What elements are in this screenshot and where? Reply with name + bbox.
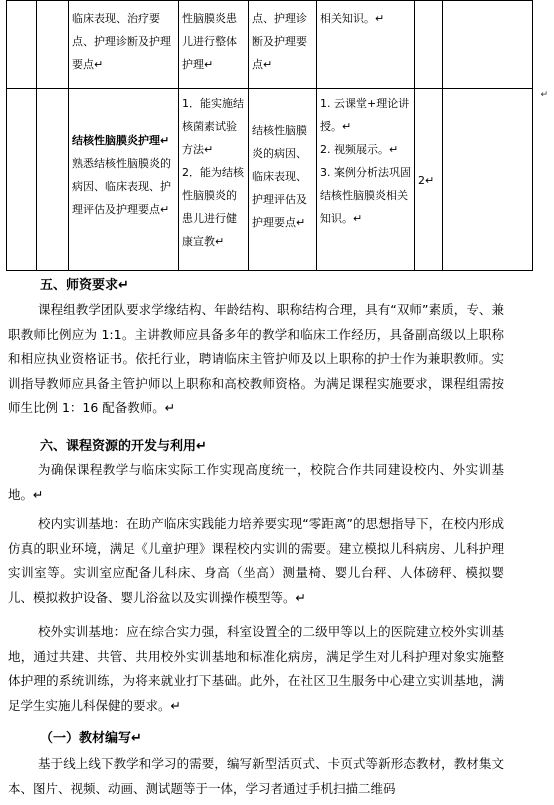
section-5-heading: 五、师资要求↵	[40, 278, 129, 293]
subsection-1-heading: （一）教材编写↵	[40, 731, 142, 746]
table-cell	[249, 1, 317, 89]
table-cell	[7, 1, 37, 89]
table-row	[7, 89, 533, 271]
cell-text: 相关知识。↵	[320, 12, 385, 25]
section-6-paragraph-2: 校内实训基地：在助产临床实践能力培养要实现“零距离”的思想指导下，在校内形成仿真的职业环境，满足《儿童护理》课程校内实训的需要。建立模拟儿科病房、儿科护理实训室等。实训室应配备儿科床、身高（坐高）测量椅、婴儿台秤、人体磅秤、模拟婴儿、模拟救护设备、婴儿浴盆以及实训操作模型等。↵	[8, 516, 504, 605]
cell-text: 熟悉结核性脑膜炎的病因、临床表现、护理评估及护理要点↵	[72, 157, 171, 216]
section-5-paragraph: 课程组教学团队要求学缘结构、年龄结构、职称结构合理，具有“双师”素质，专、兼职教师比例应为 1:1。主讲教师应具备多年的教学和临床工作经历，具备副高级以上职称和相应执业资格证书。依托行业，聘请临床主管护师及以上职称的护士作为兼职教师。实训指导教师应具备主管护师以上职称和高校教师资格。为满足课程实施要求，课程组需按师生比例 1：16 配备教师。↵	[8, 302, 504, 415]
cell-text: 点、护理诊断及护理要点↵	[252, 12, 307, 71]
section-6-heading: 六、课程资源的开发与利用↵	[40, 439, 207, 454]
cell-text: 结核性脑膜炎的病因、临床表现、护理评估及护理要点↵	[252, 124, 307, 229]
table-row	[7, 1, 533, 89]
table-cell	[7, 89, 37, 271]
course-table	[6, 0, 533, 271]
table-cell	[249, 89, 317, 271]
cell-text: 临床表现、治疗要点、护理诊断及护理要点↵	[72, 12, 171, 71]
table-cell	[179, 1, 249, 89]
table-cell	[37, 1, 69, 89]
row-end-mark: ↵	[540, 90, 548, 100]
table-cell	[317, 89, 415, 271]
cell-title: 结核性脑膜炎护理↵	[72, 134, 170, 147]
section-6-paragraph-1: 为确保课程教学与临床实际工作实现高度统一，校院合作共同建设校内、外实训基地。↵	[8, 462, 504, 502]
cell-text: 1．能实施结核菌素试验方法↵ 2．能为结核性脑膜炎的患儿进行健康宣教↵	[182, 97, 244, 248]
table-cell	[179, 89, 249, 271]
cell-text: 2↵	[418, 174, 435, 187]
table-cell	[415, 89, 443, 271]
table-cell	[317, 1, 415, 89]
section-6-paragraph-3: 校外实训基地：应在综合实力强，科室设置全的二级甲等以上的医院建立校外实训基地，通过共建、共管、共用校外实训基地和标准化病房，满足学生对儿科护理对象实施整体护理的系统训练，为将来就业打下基础。此外，在社区卫生服务中心建立实训基地，满足学生实施儿科保健的要求。↵	[8, 624, 504, 713]
table-cell	[37, 89, 69, 271]
cell-text: 1. 云课堂+理论讲授。↵ 2. 视频展示。↵ 3. 案例分析法巩固结核性脑膜炎相关知识。↵	[320, 97, 411, 225]
table-cell	[443, 1, 533, 89]
subsection-1-paragraph: 基于线上线下教学和学习的需要，编写新型活页式、卡页式等新形态教材，教材集文本、图片、视频、动画、测试题等于一体，学习者通过手机扫描二维码	[8, 756, 504, 796]
cell-text: 性脑膜炎患儿进行整体护理↵	[182, 12, 237, 71]
table-cell	[415, 1, 443, 89]
table-cell	[69, 1, 179, 89]
table-cell	[69, 89, 179, 271]
table-cell	[443, 89, 533, 271]
